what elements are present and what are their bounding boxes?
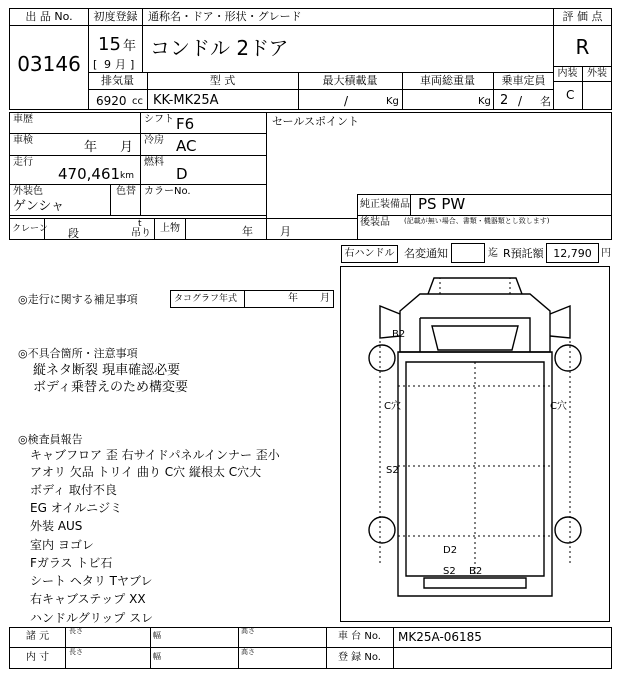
footer-row1 <box>9 627 612 648</box>
upper-col2 <box>185 218 186 240</box>
height-label-2: 高さ <box>241 648 255 656</box>
name-divider <box>142 25 143 73</box>
capacity-sep: / <box>518 94 523 108</box>
row-inspection <box>9 133 267 156</box>
length-label-2: 長さ <box>69 648 83 656</box>
shift-value: F6 <box>176 115 195 133</box>
capacity-value: 2 <box>500 93 509 108</box>
defects-title: ◎不具合箇所・注意事項 <box>18 347 138 360</box>
capacity-label: 乗車定員 <box>501 74 546 87</box>
inspector-line: 外装 AUS <box>30 519 83 533</box>
row-mileage <box>9 155 267 185</box>
displacement-value: 6920 <box>96 94 127 108</box>
km-unit: km <box>120 171 134 181</box>
crane-label: クレーン <box>12 224 48 234</box>
tacho-month-unit: 月 <box>320 293 330 304</box>
color-no-label: 色替 <box>116 186 136 197</box>
defect-line-1: 縦ネタ断裂 現車確認必要 <box>33 363 181 378</box>
color-value: ゲンシャ <box>13 199 65 214</box>
inspector-line: ハンドルグリップ スレ <box>30 611 154 625</box>
cab-roof <box>428 278 522 294</box>
name-label: 通称名・ドア・形状・グレード <box>148 10 302 23</box>
tacho-year-unit: 年 <box>288 293 298 304</box>
upper-col <box>154 218 155 240</box>
upper-label: 上物 <box>160 223 180 234</box>
footer-col-chassis <box>326 627 327 669</box>
inspector-line: EG オイルニジミ <box>30 501 123 515</box>
length-label-1: 長さ <box>69 627 83 635</box>
interior-label: 内装 <box>557 68 578 79</box>
shift-label: シフト <box>144 114 174 125</box>
ac-value: AC <box>176 137 197 155</box>
mark-s2-left: S2 <box>386 465 399 476</box>
inspector-line: 室内 ヨゴレ <box>30 538 94 552</box>
defect-line-2: ボディ乗替えのため構変要 <box>33 380 188 395</box>
dims-label: 諸 元 <box>25 631 50 642</box>
gross-weight-label: 車両総重量 <box>420 74 475 87</box>
upper-year-unit: 年 <box>242 225 253 238</box>
reg-month-unit: 月 <box>115 58 126 71</box>
inspector-line: アオリ 欠品 トリイ 曲り C穴 縦根太 C穴大 <box>30 465 262 479</box>
mileage-value: 470,461 <box>58 165 121 183</box>
wheel-rear-right <box>555 517 581 543</box>
mark-s2-rear: S2 <box>443 566 456 577</box>
crane-row <box>9 218 358 240</box>
row-history <box>9 112 267 134</box>
wheel-front-right <box>555 345 581 371</box>
width-label-2: 幅 <box>153 652 161 661</box>
gross-weight-unit: Kg <box>478 96 491 107</box>
recycle-label: R預託額 <box>503 247 544 260</box>
reg-year-unit: 年 <box>123 39 137 54</box>
inspection-label: 車検 <box>13 135 33 146</box>
mirror-right <box>550 306 570 338</box>
reg-no-label: 登 録 No. <box>338 652 381 663</box>
reg-year: 15 <box>98 34 121 55</box>
fuel-value: D <box>176 165 188 183</box>
tax-prefix: 迄 <box>488 248 498 259</box>
cc-unit: cc <box>132 96 143 107</box>
tacho-label: タコグラフ年式 <box>174 294 238 304</box>
reg-month-bracket: [ <box>93 58 98 71</box>
name-change-box <box>451 243 485 263</box>
rhd-label: 右ハンドル <box>344 248 395 259</box>
interior-score: C <box>566 88 575 102</box>
color-no-col <box>110 184 111 216</box>
upper-month-unit: 月 <box>280 225 291 238</box>
color-code-col <box>140 184 141 216</box>
wheel-front-left <box>369 345 395 371</box>
sales-point-label: セールスポイント <box>272 115 360 128</box>
mark-c-hole-right: C穴 <box>550 401 567 412</box>
wheel-rear-left <box>369 517 395 543</box>
equipment-label: 純正装備品 <box>360 199 410 210</box>
lift-label: 吊り <box>131 228 151 239</box>
color-label: 外装色 <box>13 186 43 197</box>
footer-col-height <box>238 627 239 669</box>
inspection-year-unit: 年 <box>84 140 98 155</box>
capacity-unit: 名 <box>540 95 551 108</box>
mileage-label: 走行 <box>13 157 33 168</box>
max-load-label: 最大積載量 <box>322 74 378 87</box>
car-name: コンドル 2ドア <box>150 36 289 60</box>
inspector-title: ◎検査員報告 <box>18 433 83 446</box>
inspector-line: 右キャブステップ XX <box>30 592 146 606</box>
inspection-month-unit: 月 <box>120 140 134 155</box>
height-label-1: 高さ <box>241 627 255 635</box>
exterior-label: 外装 <box>587 68 607 79</box>
color-code-label: カラーNo. <box>144 186 191 197</box>
ton-label: t <box>138 219 142 229</box>
width-label-1: 幅 <box>153 631 161 640</box>
history-label: 車歴 <box>13 114 33 125</box>
lot-label: 出 品 No. <box>25 10 73 23</box>
max-load-slash: / <box>344 94 349 108</box>
details-mid-col <box>140 112 141 185</box>
driving-title: ◎走行に関する補足事項 <box>18 293 138 306</box>
footer-col-chassis-val <box>393 627 394 669</box>
cab-inner <box>420 318 530 352</box>
reg-month-bracket-close: ] <box>130 58 135 71</box>
score-label: 評 価 点 <box>562 10 603 23</box>
reg-month: 9 <box>104 58 111 71</box>
inner-label: 内 寸 <box>25 652 50 663</box>
displacement-label: 排気量 <box>101 74 134 87</box>
rear-bumper <box>424 578 526 588</box>
first-reg-label: 初度登録 <box>93 10 138 23</box>
mark-b2-top: B2 <box>392 329 406 340</box>
retrofit-note: (記載が無い場合、書類・機器類とし致します) <box>404 217 550 225</box>
lot-number: 03146 <box>17 52 81 76</box>
footer-col-width <box>150 627 151 669</box>
windshield <box>432 326 518 350</box>
inspector-line: シート ヘタリ Tヤブレ <box>30 574 153 588</box>
recycle-amount: 12,790 <box>553 247 592 260</box>
max-load-unit: Kg <box>386 96 399 107</box>
mark-c-hole-left: C穴 <box>384 401 401 412</box>
model-value: KK-MK25A <box>153 93 219 108</box>
name-change-label: 名変通知 <box>404 247 448 260</box>
yen-unit: 円 <box>601 248 611 259</box>
model-label: 型 式 <box>209 74 236 87</box>
dan-label: 段 <box>68 227 79 240</box>
inspector-line: ボディ 取付不良 <box>30 483 117 497</box>
inspector-line: Fガラス トビ石 <box>30 556 113 570</box>
mark-d2: D2 <box>443 545 458 556</box>
chassis-label: 車 台 No. <box>338 631 381 642</box>
fuel-label: 燃料 <box>144 157 164 168</box>
inspector-line: キャブフロア 歪 右サイドパネルインナー 歪小 <box>30 448 280 462</box>
cab-outline <box>400 294 550 352</box>
ac-label: 冷房 <box>144 135 164 146</box>
equipment-value: PS PW <box>418 195 466 213</box>
mark-b2-rear: B2 <box>469 566 483 577</box>
retrofit-label: 後装品 <box>360 217 390 228</box>
chassis-value: MK25A-06185 <box>398 630 482 644</box>
score-value: R <box>575 35 590 59</box>
